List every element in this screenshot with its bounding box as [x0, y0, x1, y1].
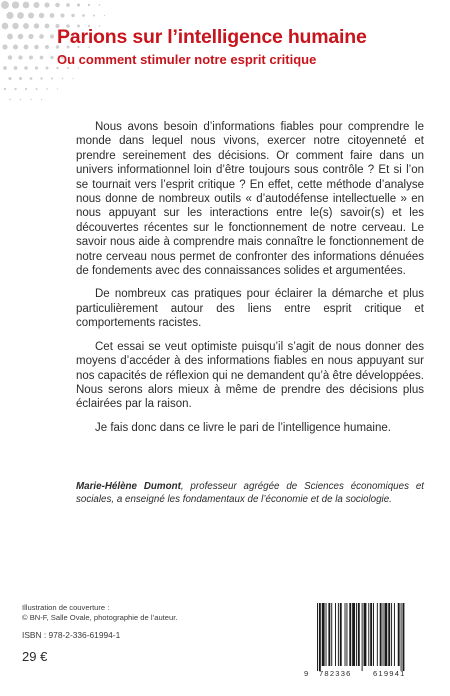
- book-title: Parions sur l’intelligence humaine: [57, 26, 367, 48]
- book-subtitle: Ou comment stimuler notre esprit critique: [57, 52, 317, 67]
- pattern-dot: [23, 2, 30, 9]
- barcode-bar: [368, 603, 369, 666]
- pattern-dot: [66, 3, 70, 7]
- barcode-bar: [388, 603, 390, 666]
- pattern-dot: [39, 34, 44, 39]
- pattern-dot: [12, 1, 19, 8]
- pattern-dot: [60, 13, 64, 17]
- pattern-dot: [30, 77, 33, 80]
- isbn: ISBN : 978-2-336-61994-1: [22, 630, 121, 640]
- barcode-bar: [403, 603, 405, 671]
- pattern-dot: [8, 77, 11, 80]
- author-bio: [76, 480, 424, 506]
- pattern-dot: [14, 88, 16, 90]
- barcode-bar: [380, 603, 382, 666]
- pattern-dot: [28, 12, 34, 18]
- pattern-dot: [45, 45, 49, 49]
- pattern-dot: [88, 4, 90, 6]
- barcode-bar: [356, 603, 357, 666]
- author-name: Marie-Hélène Dumont: [76, 481, 181, 492]
- barcode-bar: [364, 603, 367, 666]
- barcode-bar: [401, 603, 402, 671]
- pattern-dot: [7, 34, 13, 40]
- barcode-bar: [322, 603, 325, 666]
- pattern-dot: [78, 67, 79, 68]
- pattern-dot: [2, 44, 7, 49]
- credits-line: © BN-F, Salle Ovale, photographie de l’auteur.: [22, 612, 178, 622]
- barcode: [303, 603, 431, 679]
- pattern-dot: [50, 13, 55, 18]
- pattern-dot: [18, 34, 24, 40]
- pattern-dot: [23, 23, 29, 29]
- pattern-dot: [19, 77, 22, 80]
- paragraph: Cet essai se veut optimiste puisqu’il s’agit de nous donner des moyens d’accéder à des informations fiables en nous appuyant sur nos capacités de réflexion qui ne demandent qu’à être développées. Nous serons alors mieux à même de prendre des décisions plus éclairées par la raison.: [76, 340, 424, 411]
- pattern-dot: [45, 24, 50, 29]
- pattern-dot: [30, 99, 31, 100]
- pattern-dot: [20, 99, 22, 101]
- pattern-dot: [2, 23, 9, 30]
- pattern-dot: [14, 66, 18, 70]
- pattern-dot: [41, 99, 42, 100]
- barcode-bar: [358, 603, 360, 666]
- barcode-left-digits: 782336: [319, 669, 352, 678]
- pattern-dot: [13, 44, 18, 49]
- pattern-dot: [77, 3, 80, 6]
- cover-credits: [22, 603, 242, 622]
- barcode-bar: [340, 603, 342, 666]
- pattern-dot: [24, 45, 29, 50]
- pattern-dot: [46, 88, 48, 90]
- barcode-bar: [345, 603, 346, 666]
- author-description: , professeur agrégée de Sciences économiques et sociales, a enseigné les fondamentaux de l’économie et de la sociologie.: [76, 481, 424, 505]
- pattern-dot: [35, 66, 38, 69]
- pattern-dot: [4, 88, 6, 90]
- barcode-bar: [391, 603, 392, 666]
- pattern-dot: [39, 13, 44, 18]
- paragraph: Je fais donc dans ce livre le pari de l’intelligence humaine.: [95, 421, 391, 434]
- barcode-bar: [394, 603, 395, 666]
- pattern-dot: [71, 14, 74, 17]
- pattern-dot: [36, 88, 38, 90]
- pattern-dot: [25, 88, 27, 90]
- pattern-dot: [34, 2, 40, 8]
- paragraph: De nombreux cas pratiques pour éclairer la démarche et plus particulièrement autour des liens entre esprit critique et comportements racistes.: [76, 288, 424, 330]
- paragraph: Nous avons besoin d’informations fiables pour comprendre le monde dans lequel nous vivons, exercer notre citoyenneté et prendre sereinement des décisions. Or comment faire dans un univers informationnel loin d’être toujours sous contrôle ? Et si l’on se tournait vers l’esprit critique ? En effet, cette méthode d’analyse nous donne de nombreux outils « d’autodéfense intellectuelle » en nous appuyant sur les interactions entre le(s) savoir(s) et les découvertes récentes sur le fonctionnement de notre cerveau. Le savoir nous aide à comprendre mais connaître le fonctionnement de notre cerveau nous permet de confronter des informations dénuées de fondements avec des connaissances solides et argumentées.: [76, 121, 424, 278]
- pattern-dot: [6, 12, 13, 19]
- pattern-dot: [55, 3, 60, 8]
- barcode-bar: [398, 603, 400, 666]
- pattern-dot: [50, 56, 53, 59]
- pattern-dot: [29, 55, 33, 59]
- pattern-dot: [93, 14, 95, 16]
- pattern-dot: [18, 55, 22, 59]
- price: 29 €: [22, 649, 48, 664]
- pattern-dot: [34, 45, 38, 49]
- barcode-bar: [317, 603, 318, 671]
- barcode-bar: [326, 603, 327, 666]
- barcode-bar: [383, 603, 384, 666]
- barcode-bar: [319, 603, 321, 671]
- barcode-bar: [346, 603, 347, 666]
- pattern-dot: [67, 67, 69, 69]
- pattern-dot: [24, 66, 28, 70]
- back-cover-text: [76, 120, 424, 435]
- barcode-bar: [328, 603, 330, 666]
- barcode-right-digits: 619941: [373, 669, 406, 678]
- pattern-dot: [72, 78, 73, 79]
- pattern-dot: [99, 4, 101, 6]
- pattern-dot: [62, 78, 64, 80]
- pattern-dot: [51, 77, 53, 79]
- barcode-bar: [349, 603, 351, 666]
- pattern-dot: [1, 1, 9, 9]
- barcode-first-digit: 9: [304, 669, 310, 678]
- barcode-bar: [335, 603, 336, 666]
- pattern-dot: [56, 67, 58, 69]
- pattern-dot: [12, 23, 18, 29]
- pattern-dot: [104, 15, 105, 16]
- pattern-dot: [8, 55, 13, 60]
- barcode-bar: [352, 603, 355, 666]
- barcode-bar: [370, 603, 372, 666]
- pattern-dot: [50, 34, 54, 38]
- credits-line: Illustration de couverture :: [22, 603, 110, 612]
- pattern-dot: [57, 88, 58, 89]
- barcode-bar: [373, 603, 374, 666]
- barcode-bar: [362, 603, 363, 671]
- barcode-bar: [384, 603, 387, 666]
- pattern-dot: [9, 99, 11, 101]
- pattern-dot: [40, 56, 44, 60]
- pattern-dot: [82, 14, 85, 17]
- pattern-dot: [40, 77, 42, 79]
- pattern-dot: [28, 34, 33, 39]
- barcode-bar: [331, 603, 332, 666]
- pattern-dot: [3, 66, 7, 70]
- pattern-dot: [17, 12, 24, 19]
- pattern-dot: [46, 67, 49, 70]
- pattern-dot: [34, 23, 39, 28]
- barcode-bar: [377, 603, 378, 666]
- pattern-dot: [44, 2, 49, 7]
- barcode-bar: [338, 603, 339, 666]
